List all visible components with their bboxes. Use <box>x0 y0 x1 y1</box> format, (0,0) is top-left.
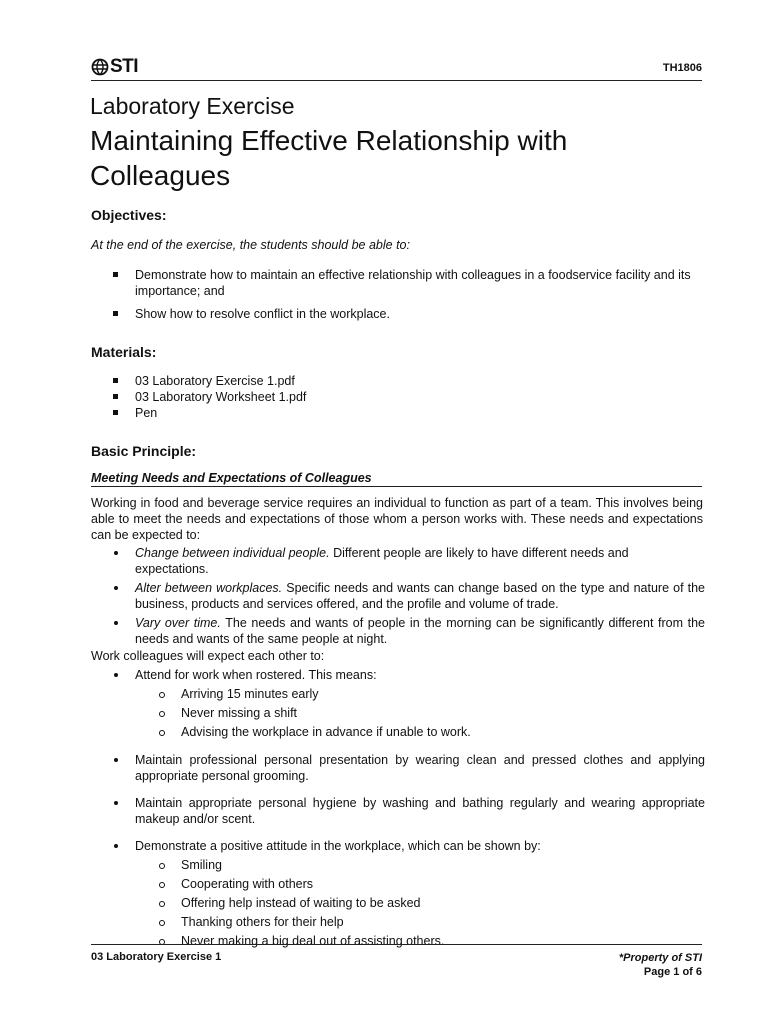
sub-list-item: Arriving 15 minutes early <box>135 685 705 704</box>
document-kicker: Laboratory Exercise <box>90 93 295 119</box>
bullet-text: Attend for work when rostered. This means: <box>135 668 377 682</box>
subsection-title: Meeting Needs and Expectations of Colleagues <box>91 471 372 485</box>
document-code: TH1806 <box>662 62 702 74</box>
list-item: Demonstrate how to maintain an effective relationship with colleagues in a foodservice facility and its importance; and <box>110 267 705 299</box>
bullet-text: Different people are likely to have different needs and expectations. <box>135 546 629 576</box>
bullet-text: The needs and wants of people in the morning can be significantly different from the needs and wants of the same people at night. <box>135 616 706 646</box>
sub-list-item: Offering help instead of waiting to be asked <box>135 894 705 913</box>
materials-heading: Materials: <box>91 344 157 360</box>
list-item <box>110 545 705 577</box>
list-item: 03 Laboratory Worksheet 1.pdf <box>110 389 705 405</box>
list-item <box>110 667 705 742</box>
objectives-list <box>110 267 705 322</box>
materials-list <box>110 373 705 421</box>
sub-list <box>135 685 705 742</box>
header-divider <box>91 80 702 81</box>
intro-paragraph: Working in food and beverage service requires an individual to function as part of a team. This involves being able to meet the needs and expectations of those whom a person works with. These needs and expectations can be expected to: <box>91 496 703 542</box>
sub-list-item: Advising the workplace in advance if unable to work. <box>135 723 705 742</box>
bullet-text: Demonstrate a positive attitude in the workplace, which can be shown by: <box>135 839 541 853</box>
logo-text: STI <box>110 56 139 77</box>
list-item: Maintain professional personal presentation by wearing clean and pressed clothes and applying appropriate personal grooming. <box>110 752 705 784</box>
subsection-divider <box>91 486 702 487</box>
sub-list <box>135 856 705 951</box>
sub-list-item: Never missing a shift <box>135 704 705 723</box>
sti-globe-icon <box>91 58 109 76</box>
expectations-list <box>110 667 705 951</box>
footer-property: *Property of STI <box>618 952 702 964</box>
list-item: Pen <box>110 405 705 421</box>
needs-list <box>110 545 705 647</box>
sub-list-item: Cooperating with others <box>135 875 705 894</box>
document-title: Maintaining Effective Relationship with Colleagues <box>90 125 568 191</box>
footer-page-number: Page 1 of 6 <box>643 966 702 978</box>
sub-list-item: Smiling <box>135 856 705 875</box>
list-item: Show how to resolve conflict in the workplace. <box>110 306 705 322</box>
list-item <box>110 615 705 647</box>
list-item <box>110 838 705 951</box>
sub-list-item: Thanking others for their help <box>135 913 705 932</box>
basic-principle-heading: Basic Principle: <box>91 443 197 459</box>
sub-list-item: Never making a big deal out of assisting others. <box>135 932 705 951</box>
sti-logo <box>91 56 138 78</box>
footer-info <box>619 951 702 979</box>
objectives-intro: At the end of the exercise, the students should be able to: <box>91 238 410 252</box>
list-item <box>110 580 705 612</box>
list-item: Maintain appropriate personal hygiene by washing and bathing regularly and wearing appropriate makeup and/or scent. <box>110 795 705 827</box>
footer-divider <box>91 944 702 945</box>
expectations-intro: Work colleagues will expect each other to: <box>91 649 325 663</box>
list-item: 03 Laboratory Exercise 1.pdf <box>110 373 705 389</box>
bullet-lead: Alter between workplaces. <box>135 581 283 595</box>
bullet-text: Specific needs and wants can change based on the type and nature of the business, products and services offered, and the profile and volume of trade. <box>135 581 706 611</box>
footer-document-name: 03 Laboratory Exercise 1 <box>91 951 222 963</box>
objectives-heading: Objectives: <box>91 207 167 223</box>
bullet-lead: Vary over time. <box>135 616 221 630</box>
bullet-lead: Change between individual people. <box>135 546 330 560</box>
